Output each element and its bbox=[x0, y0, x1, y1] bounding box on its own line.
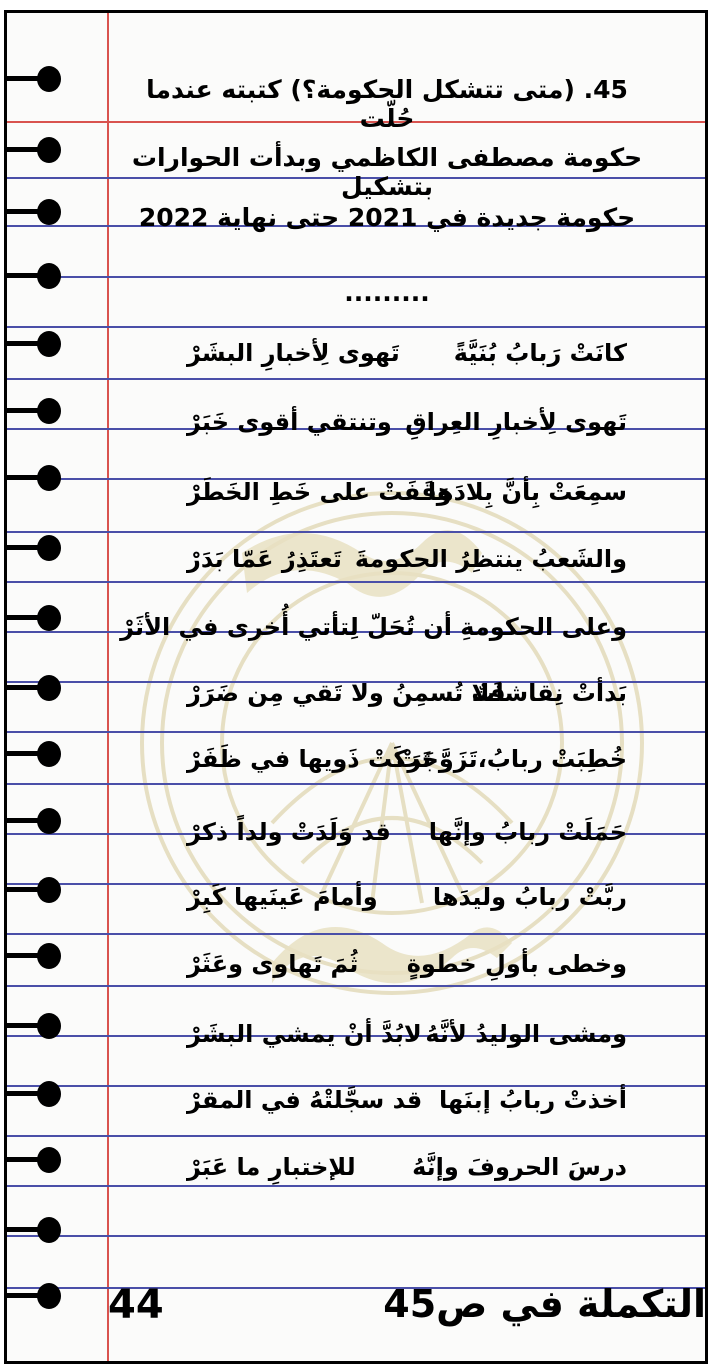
verse-second-half: لابُدَّ أنْ يمشي البشَرْ bbox=[187, 1020, 422, 1048]
rule-line bbox=[7, 933, 705, 935]
verse bbox=[127, 478, 627, 518]
binder-ring bbox=[4, 66, 67, 90]
verse-first-half: والشَعبُ ينتظِرُ الحكومةَ bbox=[354, 545, 627, 573]
binder-ring bbox=[4, 605, 67, 629]
verse bbox=[127, 883, 627, 923]
verse-second-half: وتنتقي أقوى خَبَرْ bbox=[187, 408, 392, 436]
verse-second-half: ثُمَ تَهاوى وعَثَرْ bbox=[187, 950, 359, 978]
rule-line bbox=[7, 1235, 705, 1237]
binder-ring bbox=[4, 398, 67, 422]
verse-second-half: قد سجَّلتْهُ في المقرْ bbox=[187, 1086, 423, 1114]
binder-ring bbox=[4, 1013, 67, 1037]
binder-ring bbox=[4, 1217, 67, 1241]
rule-line bbox=[7, 531, 705, 533]
verse bbox=[127, 1153, 627, 1193]
verse-second-half: فَلا تُسمِنُ ولا تَقي مِن ضَرَرْ bbox=[187, 679, 506, 707]
verse-first-half: بَدأتْ نِقاشاتٌ bbox=[471, 679, 627, 707]
binder-ring bbox=[4, 535, 67, 559]
binder-ring bbox=[4, 943, 67, 967]
verse bbox=[127, 545, 627, 585]
verse-first-half: خُطِبَتْ ربابُ،تَزَوَّجَتْ bbox=[396, 745, 627, 773]
binder-ring bbox=[4, 808, 67, 832]
verse-first-half: أخذتْ ربابُ إبنَها bbox=[438, 1086, 627, 1114]
notebook-page bbox=[4, 10, 708, 1364]
binder-ring bbox=[4, 741, 67, 765]
verse-first-half: تَهوى لِأخبارِ العِراقِ bbox=[405, 408, 627, 436]
verse-first-half: وعلى الحكومةِ أن تُحَلّ لِتأتي أُخرى في الأثَرْ bbox=[120, 613, 627, 641]
page-number: 44 bbox=[108, 1282, 164, 1328]
verse-first-half: ومشى الوليدُ لأنَّهُ bbox=[425, 1020, 627, 1048]
rule-line bbox=[7, 731, 705, 733]
intro-line-1: 45. (متى تتشكل الحكومة؟) كتبته عندما حُلّت bbox=[146, 75, 628, 133]
verse-second-half: وَقَفَتْ على خَطِ الخَطَرْ bbox=[187, 478, 452, 506]
rule-line bbox=[7, 1135, 705, 1137]
verse bbox=[120, 613, 627, 653]
intro-line-3: حكومة جديدة في 2021 حتى نهاية 2022 bbox=[138, 203, 636, 232]
verse bbox=[127, 950, 627, 990]
binder-ring bbox=[4, 137, 67, 161]
binder-ring bbox=[4, 1283, 67, 1307]
verse-second-half: تَرَكَتْ ذَويها في ظَفَرْ bbox=[187, 745, 432, 773]
binder-ring bbox=[4, 1147, 67, 1171]
verse-first-half: حَمَلَتْ ربابُ وإنَّها bbox=[428, 818, 627, 846]
verse bbox=[127, 1020, 627, 1060]
intro-line-2: حكومة مصطفى الكاظمي وبدأت الحوارات بتشكيل bbox=[131, 143, 643, 201]
verse-second-half: قد وَلَدَتْ ولداً ذكرْ bbox=[187, 818, 391, 846]
binder-ring bbox=[4, 263, 67, 287]
intro-dots: ......... bbox=[344, 278, 430, 307]
verse-first-half: درسَ الحروفَ وإنَّهُ bbox=[412, 1153, 627, 1181]
verse-first-half: ربَّتْ ربابُ وليدَها bbox=[432, 883, 627, 911]
verse bbox=[127, 1086, 627, 1126]
continuation-note: التكملة في ص45 bbox=[383, 1282, 706, 1326]
verse bbox=[127, 818, 627, 858]
binder-ring bbox=[4, 199, 67, 223]
verse-first-half: وخطى بأولِ خطوةٍ bbox=[406, 950, 627, 978]
binder-ring bbox=[4, 877, 67, 901]
verse-second-half: تَهوى لِأخبارِ البشَرْ bbox=[187, 339, 400, 367]
verse bbox=[127, 679, 627, 719]
verse bbox=[127, 745, 627, 785]
verse-second-half: للإختبارِ ما عَبَرْ bbox=[187, 1153, 356, 1181]
binder-ring bbox=[4, 675, 67, 699]
binder-ring bbox=[4, 1081, 67, 1105]
verse bbox=[127, 339, 627, 379]
verse bbox=[127, 408, 627, 448]
verse-first-half: كانَتْ رَبابُ بُنَيَّةً bbox=[453, 339, 627, 367]
verse-second-half: تَعتَذِرُ عَمّا بَدَرْ bbox=[187, 545, 342, 573]
binder-ring bbox=[4, 465, 67, 489]
verse-second-half: وأمامَ عَينَيها كَبِرْ bbox=[187, 883, 378, 911]
rule-line bbox=[7, 326, 705, 328]
verse-first-half: سمِعَتْ بِأنَّ بِلادَها bbox=[427, 478, 627, 506]
margin-line bbox=[107, 13, 109, 1361]
binder-ring bbox=[4, 331, 67, 355]
